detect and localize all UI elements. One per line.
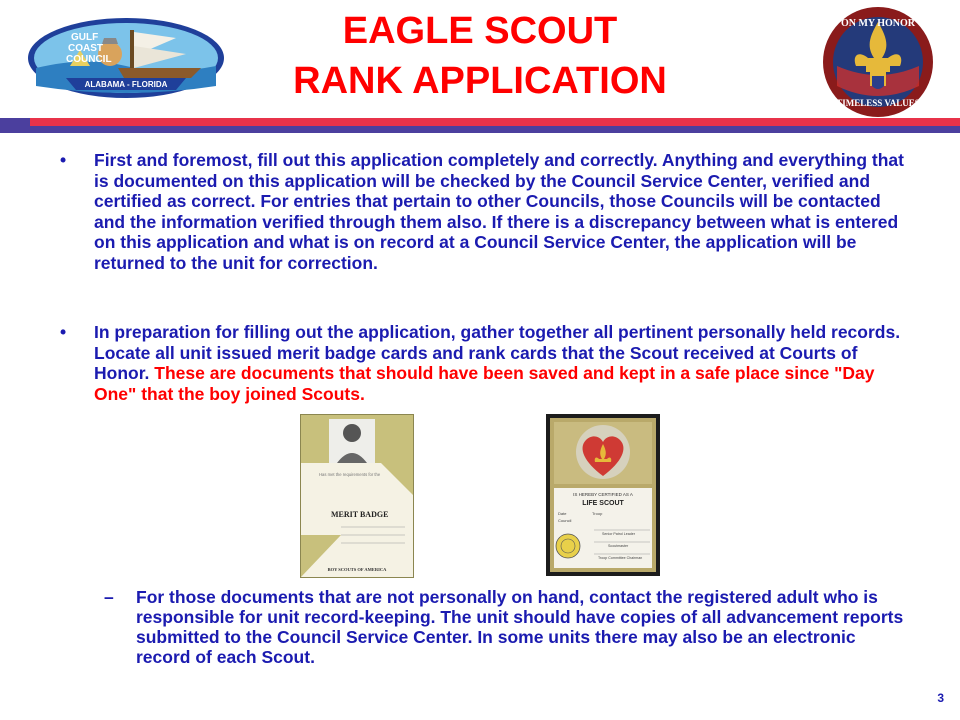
header-divider-blue	[0, 126, 960, 133]
bsa-seal-icon	[556, 534, 580, 558]
page-title-line-2: RANK APPLICATION	[293, 60, 667, 102]
scout-portrait-icon	[343, 424, 361, 442]
merit-card-title: MERIT BADGE	[331, 510, 389, 519]
life-card-council-label: Council	[558, 518, 572, 523]
logo-right-top-text: ON MY HONOR	[840, 18, 916, 29]
bullet-dot-icon: •	[60, 322, 67, 342]
page-title-line-1: EAGLE SCOUT	[342, 10, 618, 52]
life-scout-card	[546, 414, 660, 576]
merit-card-footer: BOY SCOUTS OF AMERICA	[327, 567, 387, 572]
logo-right-bottom-text: TIMELESS VALUES	[836, 98, 920, 108]
bullet-dot-icon: •	[60, 150, 67, 170]
life-card-spl-label: Senior Patrol Leader	[602, 532, 635, 536]
page-number: 3	[937, 691, 944, 705]
life-card-certified-text: IS HEREBY CERTIFIED AS A	[573, 492, 633, 497]
header-divider-accent	[0, 118, 30, 133]
logo-left-text-2: COAST	[68, 43, 103, 54]
merit-card-met-text: Has met the requirements for the	[319, 472, 381, 477]
bullet-item-2-body	[94, 322, 906, 404]
council-patch-icon	[26, 16, 226, 100]
bullet-item-2-highlight: These are documents that should have been saved and kept in a safe place since "Day One" that the boy joined Scouts.	[94, 363, 875, 404]
header-divider-red	[0, 118, 960, 126]
logo-left-banner: ALABAMA - FLORIDA	[84, 80, 168, 89]
sub-bullet-text: For those documents that are not personally on hand, contact the registered adult who is responsible for unit record-keeping. The unit should have copies of all advancement reports submitted to the Council Service Center. In some units there may also be an electronic record of each Scout.	[136, 587, 904, 667]
life-card-scoutmaster-label: Scoutmaster	[608, 544, 629, 548]
bullet-item-1-text: First and foremost, fill out this application completely and correctly. Anything and everything that is documented on this application will be checked by the Council Service Center, verified and certified as correct. For entries that pertain to other Councils, those Councils will be contacted and the information verified through them also. If there is a discrepancy between what is entered on this application and what is on record at a Council Service Center, the application will be returned to the unit for correction.	[94, 150, 904, 273]
dash-bullet-icon: –	[104, 587, 114, 607]
bullet-item-2-text: In preparation for filling out the application, gather together all pertinent personally held records. Locate all unit issued merit badge cards and rank cards that the Scout received at Courts of Honor.	[94, 322, 901, 384]
merit-badge-card	[300, 414, 414, 578]
life-card-troop-label: Troop	[592, 511, 603, 516]
life-card-date-label: Date	[558, 511, 567, 516]
logo-left-text-3: COUNCIL	[66, 54, 112, 65]
fleur-de-lis-icon	[822, 6, 934, 118]
life-card-chairman-label: Troop Committee Chairman	[598, 556, 643, 560]
logo-left-text-1: GULF	[71, 32, 99, 43]
life-card-title: LIFE SCOUT	[582, 500, 624, 507]
